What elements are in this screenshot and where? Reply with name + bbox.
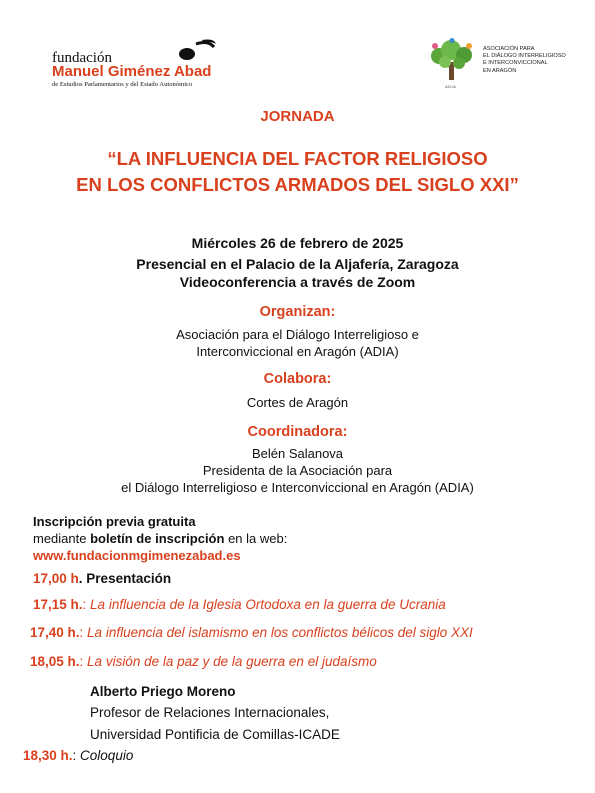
event-venue: Presencial en el Palacio de la Aljafería, Zaragoza: [136, 256, 459, 272]
program-sep: :: [72, 748, 81, 763]
registration-title: Inscripción previa gratuita: [33, 514, 196, 529]
logo-right-line3: E INTERCONVICCIONAL: [483, 60, 548, 67]
collaborator-label: Colabora:: [263, 371, 332, 387]
logo-right-text: [483, 46, 566, 75]
speaker-name: Alberto Priego Moreno: [90, 684, 236, 699]
coordinator-name: Belén Salanova: [251, 446, 344, 461]
collaborator-name: Cortes de Aragón: [246, 395, 349, 410]
program-item: [30, 654, 377, 669]
program-sep: :: [79, 654, 88, 669]
program-time: 18,05 h.: [30, 654, 80, 669]
program-item-closing: [23, 748, 133, 763]
adia-logo: [423, 38, 583, 94]
coordinator-label: Coordinadora:: [247, 424, 348, 440]
logo-left-line3: de Estudios Parlamentarios y del Estado Autonómico: [52, 81, 193, 88]
program-item: [33, 571, 171, 586]
logo-left-line1: fundación: [52, 50, 112, 66]
program-text: Coloquio: [80, 748, 134, 763]
program-text: La visión de la paz y de la guerra en el judaísmo: [87, 654, 377, 669]
program-sep: :: [82, 597, 91, 612]
logo-right-line2: EL DIÁLOGO INTERRELIGIOSO: [483, 53, 566, 60]
event-online: Videoconferencia a través de Zoom: [179, 274, 416, 290]
event-kicker: JORNADA: [260, 108, 335, 125]
organizers-line2: Interconviccional en Aragón (ADIA): [196, 344, 399, 359]
program-time: 17,15 h.: [33, 597, 83, 612]
logo-left-line2: Manuel Giménez Abad: [52, 63, 212, 80]
speaker-institution: Universidad Pontificia de Comillas-ICADE: [90, 727, 340, 742]
program-time: 18,30 h.: [23, 748, 73, 763]
registration-url-link[interactable]: www.fundacionmgimenezabad.es: [33, 548, 241, 563]
logo-right-caption: ADIA: [445, 84, 457, 89]
program-time: 17,40 h.: [30, 625, 80, 640]
logo-right-line4: EN ARAGÓN: [483, 67, 517, 74]
program-sep: :: [79, 625, 88, 640]
fundacion-logo-mark: [174, 38, 224, 64]
speaker-role: Profesor de Relaciones Internacionales,: [90, 705, 330, 720]
organizers-line1: Asociación para el Diálogo Interreligioso e: [176, 327, 419, 342]
event-title-line1: “LA INFLUENCIA DEL FACTOR RELIGIOSO: [107, 148, 488, 169]
registration-form-link-text: boletín de inscripción: [90, 531, 225, 546]
registration-text-before: mediante: [33, 531, 91, 546]
event-date: Miércoles 26 de febrero de 2025: [191, 235, 404, 251]
fundacion-logo: [52, 38, 232, 94]
coordinator-role2: el Diálogo Interreligioso e Interconviccional en Aragón (ADIA): [121, 480, 474, 495]
program-text: La influencia de la Iglesia Ortodoxa en la guerra de Ucrania: [90, 597, 446, 612]
program-item: [30, 625, 473, 640]
registration-text: [33, 531, 287, 546]
registration-text-after: en la web:: [224, 531, 288, 546]
coordinator-role1: Presidenta de la Asociación para: [202, 463, 393, 478]
event-title-line2: EN LOS CONFLICTOS ARMADOS DEL SIGLO XXI”: [76, 174, 519, 195]
program-text: La influencia del islamismo en los conflictos bélicos del siglo XXI: [87, 625, 473, 640]
program-item: [33, 597, 446, 612]
organizers-label: Organizan:: [259, 304, 336, 320]
program-sep: .: [78, 571, 87, 586]
program-text: Presentación: [86, 571, 172, 586]
logo-right-line1: ASOCIACIÓN PARA: [483, 46, 535, 52]
program-time: 17,00 h: [33, 571, 79, 586]
tree-icon: [423, 38, 483, 88]
